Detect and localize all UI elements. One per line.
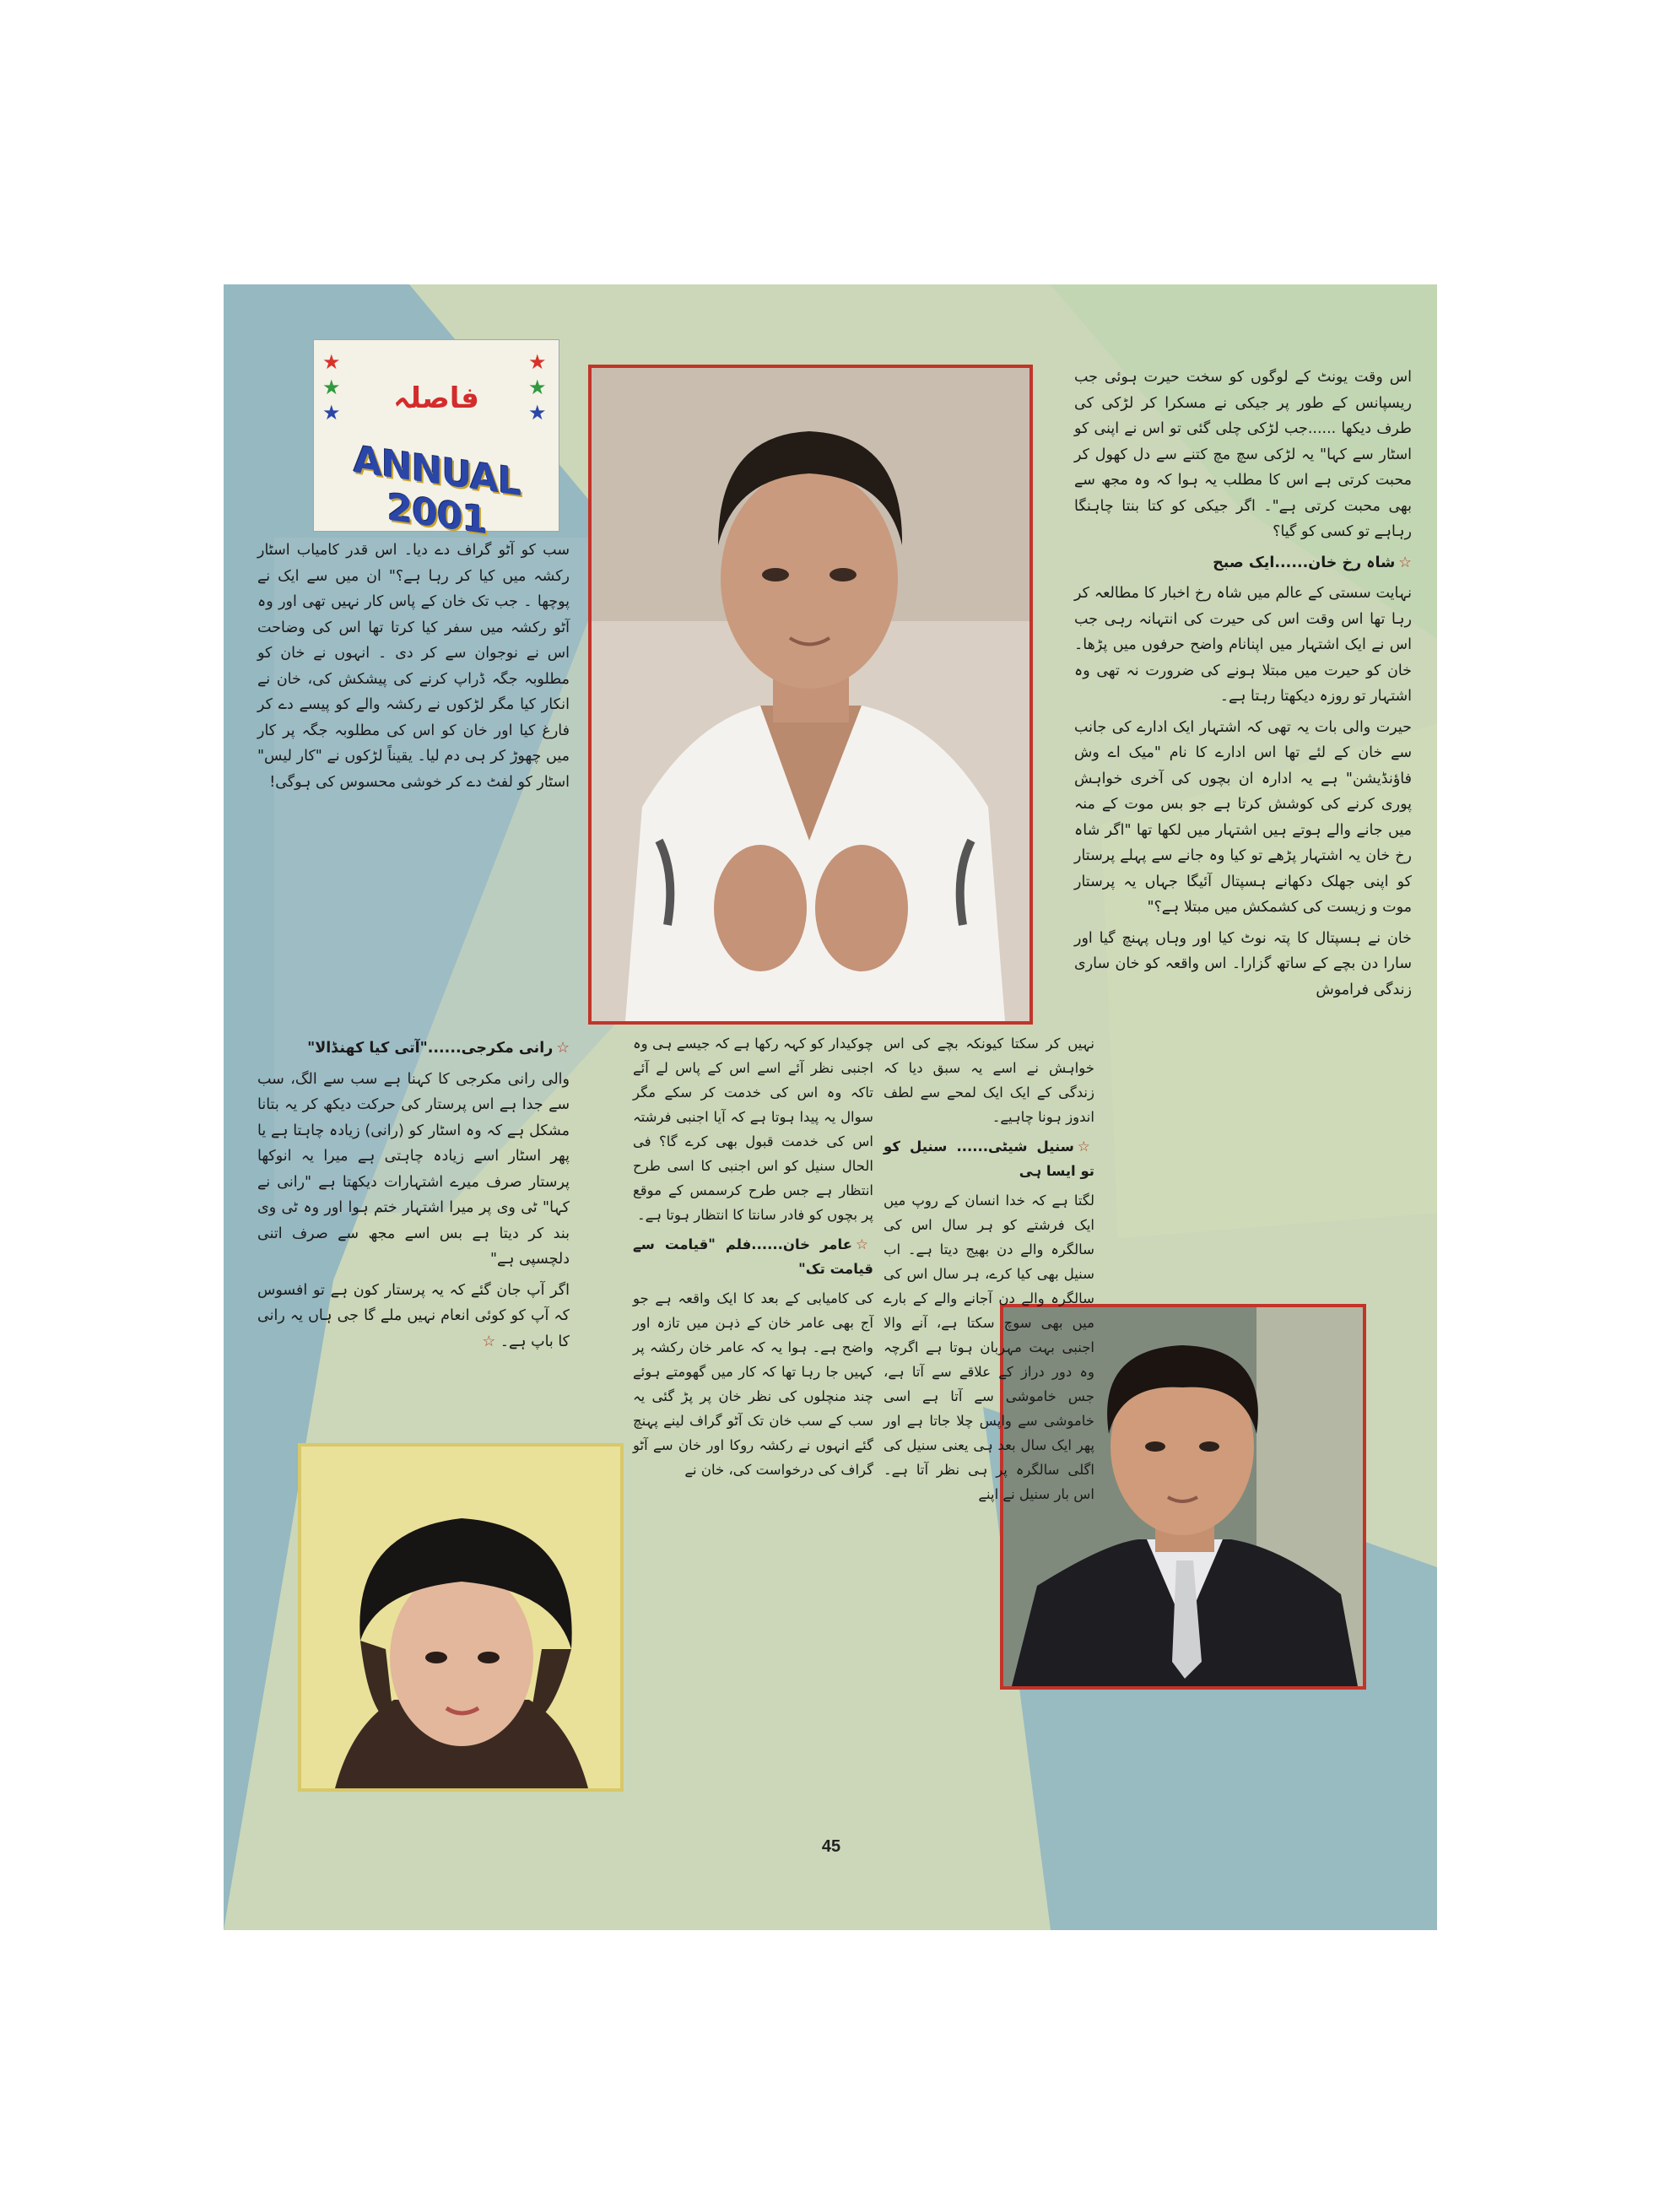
article-paragraph: اس وقت یونٹ کے لوگوں کو سخت حیرت ہوئی جب ریسپانس کے طور پر جیکی نے مسکرا کر لڑکی کی طرف دیکھا ......جب لڑکی چلی گئی تو اس نے اپنی کو اسٹار سے کہا" یہ لڑکی سچ مچ کتنے سے دل کھول کر محبت کرتی ہے اس کا مطلب یہ ہوا کہ وہ مجھ سے بھی محبت کرتی ہے"۔ اگر جیکی کو کتا بنتا چاہنگا رہاہے تو کسی کو گیا؟ <box>1074 369 1412 540</box>
portrait-photo-woman-black-cap-icon <box>301 1447 620 1788</box>
article-paragraph: کی کامیابی کے بعد کا ایک واقعہ ہے جو آج بھی عامر خان کے ذہن میں تازہ اور واضح ہے۔ ہوا یہ کہ عامر خان رکشہ پر کہیں جا رہا تھا کہ کار میں گھومتے ہوئے چند منچلوں کی نظر خان پر پڑ گئی یہ سب کے سب خان تک آٹو گراف لینے پہنچ گئے انہوں نے رکشہ روکا اور خان سے آٹو گراف کی درخواست کی، خان نے <box>633 1290 873 1478</box>
article-column-right <box>1074 365 1412 1008</box>
article-paragraph: لگتا ہے کہ خدا انسان کے روپ میں ایک فرشتے کو ہر سال اس کی سالگرہ والے دن بھیج دیتا ہے۔ اب سنیل بھی کیا کرے، ہر سال اس کی سالگرہ والے دن آجانے والے کے بارے میں بھی سوچ سکتا ہے، آنے والا اجنبی بہت مہربان ہوتا ہے اگرچہ وہ دور دراز کے علاقے سے آتا ہے، جس خاموشی سے آتا ہے اسی خاموشی سے واپس چلا جاتا ہے اور پھر ایک سال بعد ہی یعنی سنیل کی اگلی سالگرہ پر ہی نظر آتا ہے۔ اس بار سنیل نے اپنے <box>884 1193 1094 1502</box>
photo-man-white-shirt <box>588 365 1033 1025</box>
star-icon: ☆ <box>556 1040 570 1057</box>
logo-annual-title: ANNUAL 2001 <box>353 438 521 544</box>
section-heading <box>257 1036 570 1062</box>
photo-woman-black-cap <box>298 1443 624 1792</box>
star-icon: ★ <box>322 350 341 374</box>
star-icon: ☆ <box>482 1333 496 1350</box>
article-column-left-bottom <box>257 1036 570 1360</box>
article-paragraph-text: اگر آپ جان گئے کہ یہ پرستار کون ہے تو افسوس کہ آپ کو کوئی انعام نہیں ملے گا جی ہاں یہ رانی کا باپ ہے۔ <box>257 1281 570 1350</box>
section-heading <box>1074 550 1412 576</box>
section-heading <box>884 1134 1094 1183</box>
section-heading-text: شاہ رخ خان......ایک صبح <box>1213 554 1396 571</box>
article-paragraph: حیرت والی بات یہ تھی کہ اشتہار ایک ادارے کی جانب سے خان کے لئے تھا اس ادارے کا نام "میک اے وش فاؤنڈیشن" ہے یہ ادارہ ان بچوں کی آخری خواہش پوری کرنے کی کوشش کرتا ہے جو بس موت کے منہ میں جانے والے ہوتے ہیں اشتہار میں لکھا تھا "اگر شاہ رخ خان یہ اشتہار پڑھے تو کیا وہ جانے سے پہلے پرستار کو اپنی جھلک دکھانے ہسپتال آئیگا جہاں یہ پرستار موت و زیست کی کشمکش میں مبتلا ہے؟" <box>1074 718 1412 916</box>
article-paragraph: خان نے ہسپتال کا پتہ نوٹ کیا اور وہاں پہنچ گیا اور سارا دن بچے کے ساتھ گزارا۔ اس واقعہ کو خان ساری زندگی فراموش <box>1074 929 1412 998</box>
section-heading-text: سنیل شیٹی...... سنیل کو تو ایسا ہی <box>884 1138 1094 1179</box>
article-paragraph: سب کو آٹو گراف دے دیا۔ اس قدر کامیاب اسٹار رکشہ میں کیا کر رہا ہے؟" ان میں سے ایک نے پوچھا ۔ جب تک خان کے پاس کار نہیں تھی اور وہ آٹو رکشہ میں سفر کیا کرتا تھا اس کی وضاحت اس نے نوجوان سے کر دی ۔ انہوں نے خان کو مطلوبہ جگہ ڈراپ کرنے کی پیشکش کی، خان نے انکار کیا مگر لڑکوں نے رکشہ والے کو پیسے دے کر فارغ کیا اور خان کو اس کی مطلوبہ جگہ پر کار میں چھوڑ کر ہی دم لیا۔ یقیناً لڑکوں نے "کار لیس" اسٹار کو لفٹ دے کر خوشی محسوس کی ہوگی! <box>257 542 570 791</box>
star-icon: ☆ <box>1077 1138 1094 1155</box>
section-heading-text: رانی مکرجی......"آتی کیا کھنڈالا" <box>307 1040 554 1057</box>
star-icon: ★ <box>528 401 547 425</box>
article-column-left-top <box>257 538 570 800</box>
article-paragraph: چوکیدار کو کہہ رکھا ہے کہ جیسے ہی وہ اجنبی نظر آئے اسے اس کے پاس لے آئے تاکہ وہ اس کی خدمت کر سکے مگر سوال یہ پیدا ہوتا ہے کہ آیا اجنبی فرشتہ اس کی خدمت قبول بھی کرے گا؟ فی الحال سنیل کو اس اجنبی کا اسی طرح انتظار ہے جس طرح کرسمس کے موقع پر بچوں کو فادر سانتا کا انتظار ہوتا ہے۔ <box>633 1036 873 1223</box>
portrait-photo-man-white-shirt-icon <box>592 368 1029 1021</box>
section-heading-text: عامر خان......فلم "قیامت سے قیامت تک" <box>633 1236 873 1277</box>
section-heading <box>633 1232 873 1281</box>
magazine-logo <box>313 339 559 544</box>
star-icon: ☆ <box>1398 554 1412 571</box>
article-paragraph: نہیں کر سکتا کیونکہ بچے کی اس خواہش نے اسے یہ سبق دیا کہ زندگی کے ایک ایک لمحے سے لطف اندوز ہونا چاہیے۔ <box>884 1036 1094 1125</box>
star-icon: ☆ <box>855 1236 873 1252</box>
article-column-center-left <box>633 1031 873 1487</box>
star-icon: ★ <box>322 401 341 425</box>
star-icon: ★ <box>528 376 547 399</box>
article-column-center-right <box>884 1031 1094 1512</box>
logo-urdu-title: فاصلہ <box>393 381 479 415</box>
star-icon: ★ <box>528 350 547 374</box>
article-paragraph: والی رانی مکرجی کا کہنا ہے سب سے الگ، سب سے جدا ہے اس پرستار کی حرکت دیکھ کر یہ بتانا مشکل ہے کہ وہ اسٹار کو (رانی) زیادہ چاہتا ہے یا پھر اسٹار اسے زیادہ چاہتی ہے میرا یہ انوکھا پرستار صرف میرے اشتہارات دیکھتا ہے "رانی نے کہا" ٹی وی پر میرا اشتہار ختم ہوا اور وہ ٹی وی بند کر دیتا ہے بس اسے مجھ سے صرف اتنی دلچسپی ہے" <box>257 1070 570 1268</box>
magazine-page <box>224 284 1437 1930</box>
article-paragraph: نہایت سستی کے عالم میں شاہ رخ اخبار کا مطالعہ کر رہا تھا اس وقت اس کی حیرت کی انتہانہ رہی جب اس نے ایک اشتہار میں اپنانام واضح حرفوں میں پڑھا۔ خان کو حیرت میں مبتلا ہونے کی ضرورت نہ تھی وہ اشتہار تو روزہ دیکھتا رہتا ہے۔ <box>1074 585 1412 705</box>
article-paragraph <box>257 1278 570 1355</box>
page-number: 45 <box>821 1837 841 1856</box>
star-icon: ★ <box>322 376 341 399</box>
